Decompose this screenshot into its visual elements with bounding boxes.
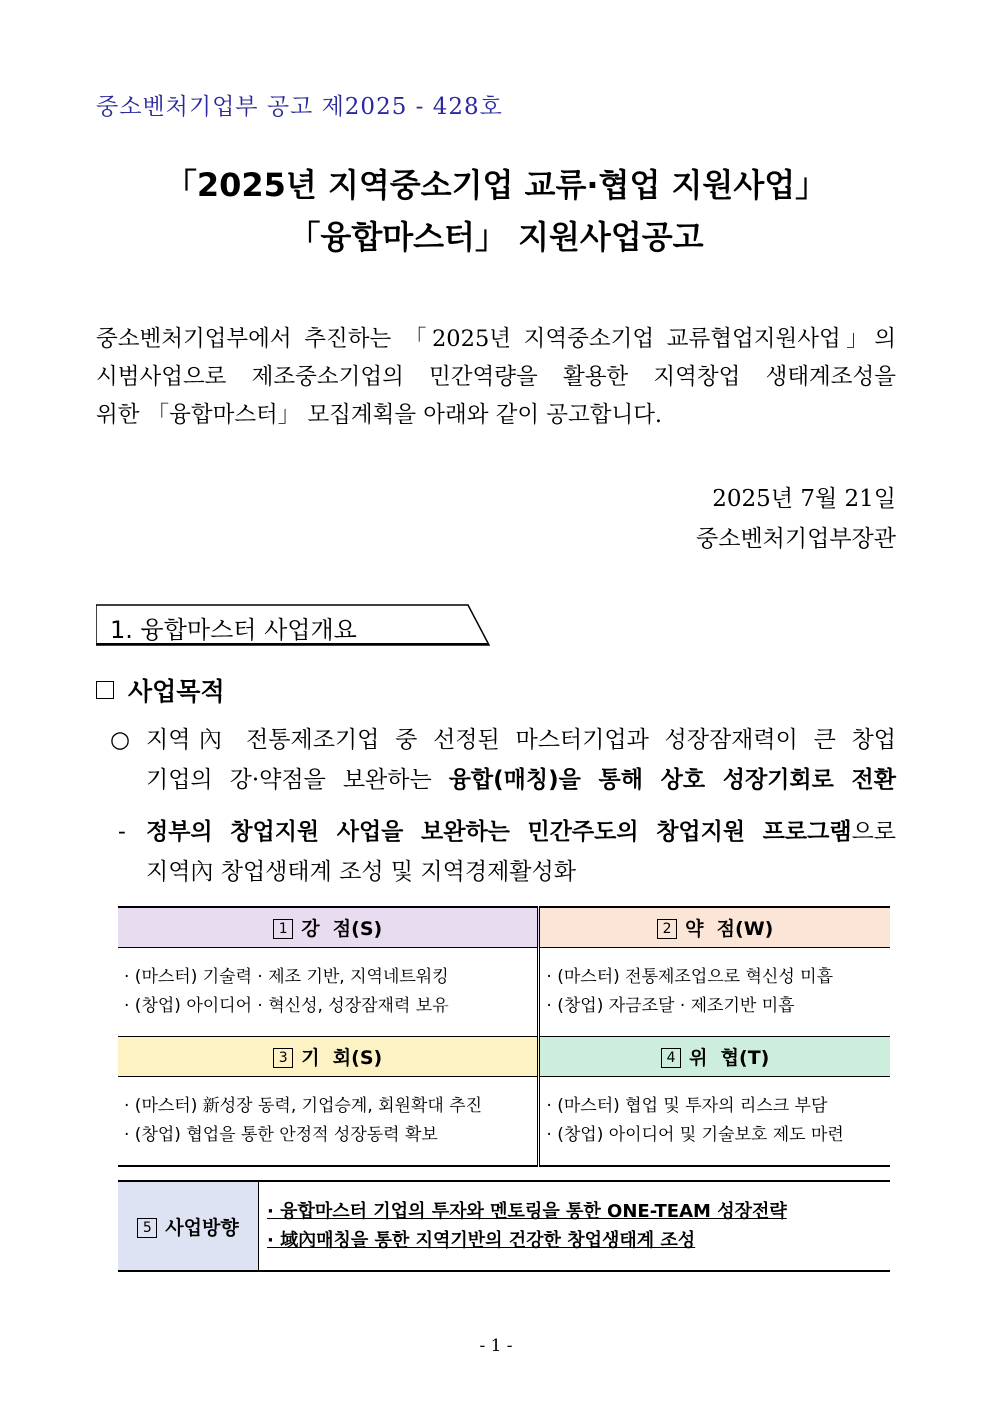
threat-item: · (창업) 아이디어 및 기술보호 제도 마련 bbox=[546, 1125, 844, 1145]
number-box: 3 bbox=[273, 1048, 293, 1068]
direction-items-cell bbox=[259, 1181, 891, 1271]
strength-item: · (창업) 아이디어 · 혁신성, 성장잠재력 보유 bbox=[124, 996, 449, 1016]
strength-label: 강 점 bbox=[301, 918, 352, 940]
opportunity-label: 기 회 bbox=[301, 1047, 352, 1069]
threat-header bbox=[539, 1037, 890, 1077]
number-box: 4 bbox=[661, 1048, 681, 1068]
opportunity-item: · (창업) 협업을 통한 안정적 성장동력 확보 bbox=[124, 1125, 438, 1145]
swot-table bbox=[118, 906, 890, 1167]
opportunity-item: · (마스터) 新성장 동력, 기업승계, 회원확대 추진 bbox=[124, 1096, 483, 1116]
dash-bullet-icon: - bbox=[118, 819, 126, 845]
bullet-line-plain: 기업의 강·약점을 보완하는 bbox=[146, 767, 449, 793]
intro-line: 위한 「융합마스터」 모집계획을 아래와 같이 공고합니다. bbox=[96, 402, 663, 428]
page-number: - 1 - bbox=[479, 1336, 513, 1356]
bullet-line bbox=[146, 760, 896, 800]
sub-bullet-line: 지역內 창업생태계 조성 및 지역경제활성화 bbox=[146, 859, 576, 885]
issuer: 중소벤처기업부장관 bbox=[696, 526, 896, 552]
strength-cell bbox=[118, 948, 539, 1037]
sub-bullet-bold: 정부의 창업지원 사업을 보완하는 민간주도의 창업지원 프로그램 bbox=[146, 819, 852, 845]
section-heading bbox=[96, 604, 490, 646]
weakness-cell bbox=[539, 948, 890, 1037]
threat-code: (T) bbox=[739, 1047, 770, 1069]
threat-item: · (마스터) 협업 및 투자의 리스크 부담 bbox=[546, 1096, 828, 1116]
direction-label: 사업방향 bbox=[165, 1216, 239, 1239]
direction-item-text: · 域內매칭을 통한 지역기반의 건강한 창업생태계 조성 bbox=[267, 1230, 696, 1251]
purpose-bullet bbox=[110, 720, 896, 800]
direction-item bbox=[267, 1197, 890, 1226]
document-title-line1: 「2025년 지역중소기업 교류·협업 지원사업」 bbox=[164, 166, 828, 204]
weakness-item: · (마스터) 전통제조업으로 혁신성 미흡 bbox=[546, 967, 834, 987]
intro-paragraph bbox=[96, 320, 896, 434]
document-title-line2: 「융합마스터」 지원사업공고 bbox=[288, 218, 704, 256]
strength-item: · (마스터) 기술력 · 제조 기반, 지역네트워킹 bbox=[124, 967, 449, 987]
sub-bullet-line bbox=[146, 812, 896, 852]
weakness-item: · (창업) 자금조달 · 제조기반 미흡 bbox=[546, 996, 795, 1016]
purpose-sub-bullet bbox=[118, 812, 896, 892]
direction-item bbox=[267, 1226, 890, 1255]
number-box: 2 bbox=[657, 919, 677, 939]
purpose-heading bbox=[96, 672, 225, 708]
number-box: 1 bbox=[273, 919, 293, 939]
number-box: 5 bbox=[137, 1218, 157, 1238]
threat-cell bbox=[539, 1077, 890, 1167]
bullet-line: 지역內 전통제조기업 중 선정된 마스터기업과 성장잠재력이 큰 창업 bbox=[146, 727, 896, 753]
weakness-code: (W) bbox=[735, 918, 774, 940]
opportunity-cell bbox=[118, 1077, 539, 1167]
intro-line: 시범사업으로 제조중소기업의 민간역량을 활용한 지역창업 생태계조성을 bbox=[96, 364, 896, 390]
opportunity-code: (S) bbox=[351, 1047, 383, 1069]
direction-item-text: · 융합마스터 기업의 투자와 멘토링을 통한 ONE-TEAM 성장전략 bbox=[267, 1201, 787, 1222]
intro-line: 중소벤처기업부에서 추진하는 「2025년 지역중소기업 교류협업지원사업」의 bbox=[96, 326, 896, 352]
square-bullet-icon bbox=[96, 681, 114, 699]
weakness-label: 약 점 bbox=[685, 918, 736, 940]
purpose-heading-text: 사업목적 bbox=[128, 677, 225, 706]
threat-label: 위 협 bbox=[689, 1047, 740, 1069]
strength-code: (S) bbox=[351, 918, 383, 940]
notice-date: 2025년 7월 21일 bbox=[712, 486, 896, 512]
bullet-line-bold: 융합(매칭)을 통해 상호 성장기회로 전환 bbox=[448, 767, 896, 793]
direction-table bbox=[118, 1180, 890, 1272]
weakness-header bbox=[539, 907, 890, 948]
notice-number: 중소벤처기업부 공고 제2025 - 428호 bbox=[96, 94, 503, 120]
strength-header bbox=[118, 907, 539, 948]
opportunity-header bbox=[118, 1037, 539, 1077]
sub-bullet-plain: 으로 bbox=[851, 819, 896, 845]
section-title: 1. 융합마스터 사업개요 bbox=[110, 616, 357, 644]
circle-bullet-icon: ○ bbox=[110, 727, 131, 753]
direction-label-cell bbox=[118, 1181, 259, 1271]
